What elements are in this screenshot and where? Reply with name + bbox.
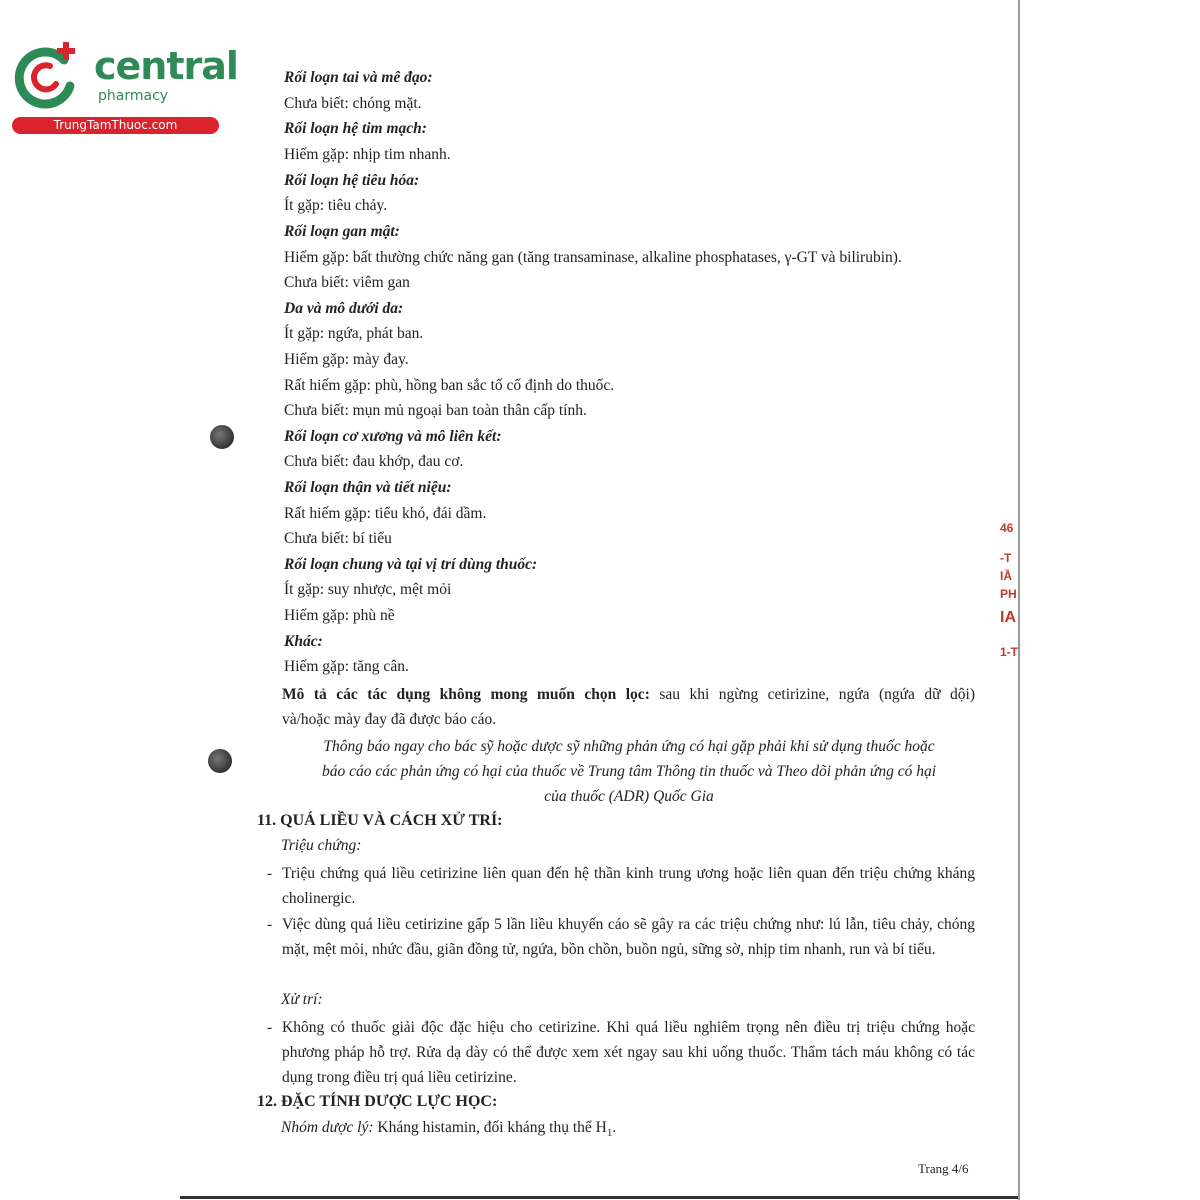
group-label: Nhóm dược lý: bbox=[281, 1119, 374, 1136]
punch-hole bbox=[208, 749, 232, 773]
side-effect-heading: Khác: bbox=[284, 633, 323, 650]
group-subscript: 1 bbox=[606, 1127, 613, 1140]
side-effect-line: Chưa biết: bí tiểu bbox=[284, 530, 392, 547]
section-11-title: 11. QUÁ LIỀU VÀ CÁCH XỬ TRÍ: bbox=[257, 812, 503, 829]
side-effect-heading: Rối loạn cơ xương và mô liên kết: bbox=[284, 428, 502, 445]
stamp-fragment: IA bbox=[1000, 609, 1016, 626]
side-effect-line: Rất hiếm gặp: phù, hồng ban sắc tố cố định do thuốc. bbox=[284, 377, 615, 394]
stamp-fragment: PH bbox=[1000, 587, 1017, 601]
treatment-text: Không có thuốc giải độc đặc hiệu cho cetirizine. Khi quá liều nghiêm trọng nên điều trị triệu chứng hoặc phương pháp hỗ trợ. Rửa dạ dày có thể được xem xét ngay sau khi uống thuốc. Thẩm tách máu không có tác dụng trong điều trị quá liều cetirizine. bbox=[282, 1019, 975, 1086]
selected-effects-text-cont: và/hoặc mày đay đã được báo cáo. bbox=[282, 711, 497, 728]
symptom-item: Triệu chứng quá liều cetirizine liên quan đến hệ thần kinh trung ương hoặc liên quan đến triệu chứng kháng cholinergic. bbox=[282, 865, 975, 907]
logo-brand: central bbox=[94, 44, 238, 88]
pharmacologic-group bbox=[281, 1118, 616, 1143]
logo-tagline: pharmacy bbox=[98, 88, 169, 104]
side-effect-line: Chưa biết: đau khớp, đau cơ. bbox=[284, 453, 464, 470]
logo-url-banner: TrungTamThuoc.com bbox=[12, 117, 219, 134]
page-edge-bottom bbox=[180, 1196, 1018, 1199]
adr-notice-line: của thuốc (ADR) Quốc Gia bbox=[544, 788, 714, 805]
central-pharmacy-logo bbox=[10, 38, 238, 138]
treatment-label: Xử trí: bbox=[281, 991, 323, 1008]
selected-effects-label: Mô tả các tác dụng không mong muốn chọn lọc: bbox=[282, 686, 650, 703]
group-value: Kháng histamin, đối kháng thụ thể H bbox=[373, 1119, 607, 1136]
bullet-dash: - bbox=[267, 916, 273, 933]
section-12-title: 12. ĐẶC TÍNH DƯỢC LỰC HỌC: bbox=[257, 1093, 498, 1110]
side-effect-heading: Rối loạn hệ tiêu hóa: bbox=[284, 172, 420, 189]
selected-effects-text: sau khi ngừng cetirizine, ngứa (ngứa dữ dội) bbox=[649, 686, 975, 703]
adr-notice bbox=[284, 734, 974, 809]
side-effect-heading: Rối loạn tai và mê đạo: bbox=[284, 69, 433, 86]
side-effect-line: Hiếm gặp: phù nề bbox=[284, 607, 395, 624]
side-effect-heading: Rối loạn thận và tiết niệu: bbox=[284, 479, 452, 496]
side-effect-line: Chưa biết: viêm gan bbox=[284, 274, 410, 291]
side-effect-line: Ít gặp: tiêu chảy. bbox=[284, 197, 388, 214]
bullet-dash: - bbox=[267, 1019, 273, 1036]
side-effect-line: Hiếm gặp: tăng cân. bbox=[284, 658, 409, 675]
selected-effects-paragraph bbox=[282, 682, 975, 732]
side-effect-line: Hiếm gặp: nhịp tim nhanh. bbox=[284, 146, 451, 163]
side-effect-line: Ít gặp: suy nhược, mệt mỏi bbox=[284, 581, 452, 598]
symptoms-label: Triệu chứng: bbox=[281, 837, 362, 854]
page-number: Trang 4/6 bbox=[918, 1161, 969, 1176]
red-stamp-fragment bbox=[1000, 515, 1020, 665]
symptom-item: Việc dùng quá liều cetirizine gấp 5 lần liều khuyến cáo sẽ gây ra các triệu chứng như: lú lẫn, tiêu chảy, chóng mặt, mệt mỏi, nhức đầu, giãn đồng tử, ngứa, bồn chồn, buồn ngủ, sững sờ, nhịp tim nhanh, run và bí tiểu. bbox=[282, 916, 975, 958]
side-effect-line: Ít gặp: ngứa, phát ban. bbox=[284, 325, 424, 342]
stamp-fragment: 1-T bbox=[1000, 645, 1018, 659]
side-effect-line: Hiếm gặp: mày đay. bbox=[284, 351, 409, 368]
group-end: . bbox=[612, 1119, 617, 1136]
side-effect-heading: Da và mô dưới da: bbox=[284, 300, 404, 317]
stamp-fragment: 46 bbox=[1000, 521, 1014, 535]
side-effect-line: Chưa biết: chóng mặt. bbox=[284, 95, 422, 112]
side-effect-line: Rất hiếm gặp: tiểu khó, đái dầm. bbox=[284, 505, 487, 522]
side-effect-heading: Rối loạn gan mật: bbox=[284, 223, 400, 240]
adr-notice-line: Thông báo ngay cho bác sỹ hoặc dược sỹ những phản ứng có hại gặp phải khi sử dụng thuốc hoặc bbox=[323, 738, 935, 755]
punch-hole bbox=[210, 425, 234, 449]
side-effect-heading: Rối loạn hệ tim mạch: bbox=[284, 120, 427, 137]
bullet-dash: - bbox=[267, 865, 273, 882]
stamp-fragment: -T bbox=[1000, 551, 1012, 565]
pharmacy-cross-icon bbox=[10, 38, 86, 114]
side-effect-heading: Rối loạn chung và tại vị trí dùng thuốc: bbox=[284, 556, 538, 573]
side-effect-line: Chưa biết: mụn mủ ngoại ban toàn thân cấp tính. bbox=[284, 402, 587, 419]
side-effect-line: Hiếm gặp: bất thường chức năng gan (tăng transaminase, alkaline phosphatases, γ-GT và bilirubin). bbox=[284, 249, 902, 266]
stamp-fragment: IẦ bbox=[1000, 569, 1012, 583]
adr-notice-line: báo cáo các phản ứng có hại của thuốc về Trung tâm Thông tin thuốc và Theo dõi phản ứng có hại bbox=[321, 763, 937, 780]
